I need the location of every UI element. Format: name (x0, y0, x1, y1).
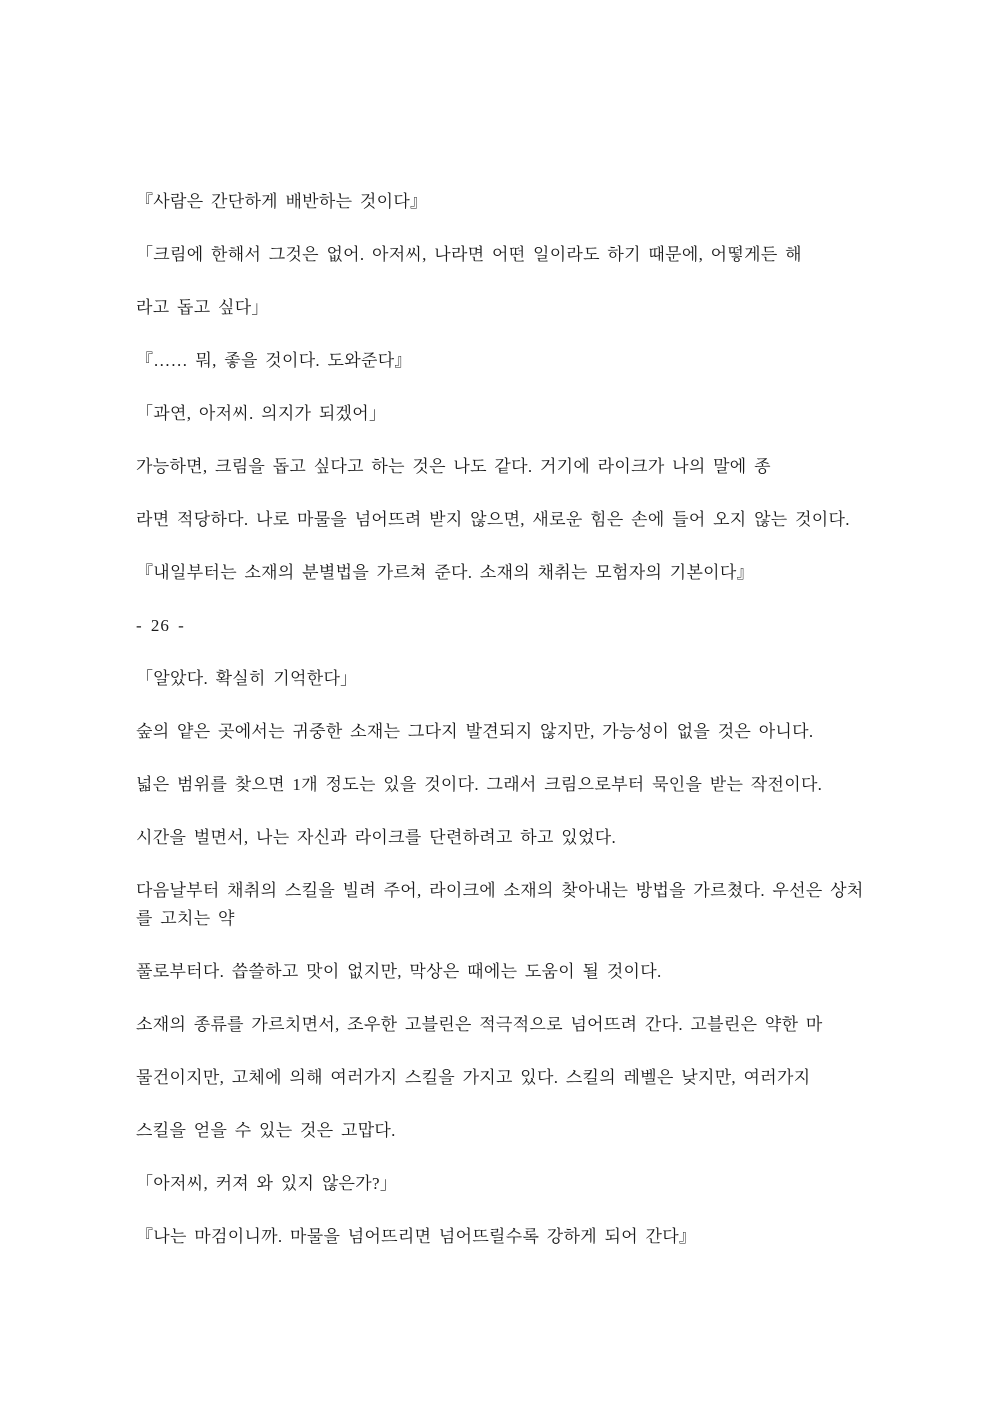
paragraph-narration: 소재의 종류를 가르치면서, 조우한 고블린은 적극적으로 넘어뜨려 간다. 고블린은 약한 마 (136, 1015, 823, 1034)
paragraph-dialogue: 「과연, 아저씨. 의지가 되겠어」 (136, 404, 387, 423)
paragraph-dialogue: 『…… 뭐, 좋을 것이다. 도와준다』 (136, 351, 412, 370)
paragraph-narration: 라면 적당하다. 나로 마물을 넘어뜨려 받지 않으면, 새로운 힘은 손에 들어 오지 않는 것이다. (136, 510, 850, 529)
paragraph-dialogue-continuation: 라고 돕고 싶다」 (136, 298, 269, 317)
paragraph-narration: 풀로부터다. 씁쓸하고 맛이 없지만, 막상은 때에는 도움이 될 것이다. (136, 962, 662, 981)
page-number: - 26 - (136, 616, 185, 635)
paragraph-narration: 물건이지만, 고체에 의해 여러가지 스킬을 가지고 있다. 스킬의 레벨은 낮지만, 여러가지 (136, 1068, 811, 1087)
paragraph-dialogue: 「아저씨, 커져 와 있지 않은가?」 (136, 1174, 398, 1193)
paragraph-dialogue: 『나는 마검이니까. 마물을 넘어뜨리면 넘어뜨릴수록 강하게 되어 간다』 (136, 1227, 697, 1246)
paragraph-dialogue: 『사람은 간단하게 배반하는 것이다』 (136, 192, 428, 211)
paragraph-narration: 시간을 벌면서, 나는 자신과 라이크를 단련하려고 하고 있었다. (136, 828, 616, 847)
paragraph-narration: 가능하면, 크림을 돕고 싶다고 하는 것은 나도 같다. 거기에 라이크가 나의 말에 종 (136, 457, 771, 476)
paragraph-dialogue: 「크림에 한해서 그것은 없어. 아저씨, 나라면 어떤 일이라도 하기 때문에, 어떻게든 해 (136, 245, 802, 264)
paragraph-narration: 숲의 얕은 곳에서는 귀중한 소재는 그다지 발견되지 않지만, 가능성이 없을 것은 아니다. (136, 722, 814, 741)
paragraph-narration: 스킬을 얻을 수 있는 것은 고맙다. (136, 1121, 396, 1140)
paragraph-narration: 다음날부터 채취의 스킬을 빌려 주어, 라이크에 소재의 찾아내는 방법을 가르쳤다. 우선은 상처를 고치는 약 (136, 881, 864, 928)
paragraph-narration: 넓은 범위를 찾으면 1개 정도는 있을 것이다. 그래서 크림으로부터 묵인을 받는 작전이다. (136, 775, 823, 794)
paragraph-dialogue: 『내일부터는 소재의 분별법을 가르쳐 준다. 소재의 채취는 모험자의 기본이다』 (136, 563, 754, 582)
paragraph-dialogue: 「알았다. 확실히 기억한다」 (136, 669, 358, 688)
